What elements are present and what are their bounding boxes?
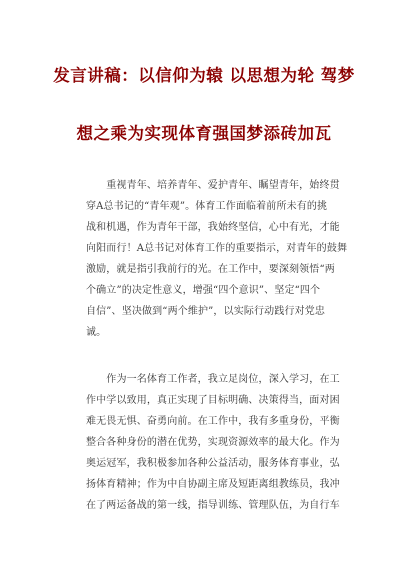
paragraph-line: 诚。 xyxy=(86,327,107,338)
paragraph-line: 激励，就是指引我前行的光。在工作中，要深刻领悟“两 xyxy=(86,264,335,275)
paragraph-line: 个确立”的决定性意义，增强“四个意识”、坚定“四个 xyxy=(86,285,321,296)
paragraph-2 xyxy=(86,369,348,516)
paragraph-line: 自信”、坚决做到“两个维护”，以实际行动践行对党忠 xyxy=(86,306,326,317)
document-title-line-2: 想之乘为实现体育强国梦添砖加瓦 xyxy=(76,124,332,143)
paragraph-1 xyxy=(86,175,348,343)
paragraph-line: 在了两运备战的第一线，指导训练、管理队伍，为自行车 xyxy=(86,500,340,511)
paragraph-line: 作为一名体育工作者，我立足岗位，深入学习，在工 xyxy=(86,374,340,385)
paragraph-line: 奥运冠军，我积极参加各种公益活动，服务体育事业，弘 xyxy=(86,458,340,469)
paragraph-line: 整合各种身份的潜在优势，实现资源效率的最大化。作为 xyxy=(86,437,340,448)
paragraph-line: 扬体育精神；作为中自协副主席及短距离组教练员，我冲 xyxy=(86,479,340,490)
paragraph-line: 穿A总书记的“青年观”。体育工作面临着前所未有的挑 xyxy=(86,201,328,212)
paragraph-line: 重视青年、培养青年、爱护青年、瞩望青年，始终贯 xyxy=(86,180,340,191)
paragraph-line: 难无畏无惧、奋勇向前。在工作中，我有多重身份，平衡 xyxy=(86,416,340,427)
document-title-line-1: 发言讲稿：以信仰为辕 以思想为轮 驾梦 xyxy=(53,66,355,85)
paragraph-line: 战和机遇，作为青年干部，我始终坚信，心中有光，才能 xyxy=(86,222,340,233)
paragraph-line: 作中学以致用，真正实现了目标明确、决策得当，面对困 xyxy=(86,395,340,406)
paragraph-line: 向阳而行！A总书记对体育工作的重要指示，对青年的鼓舞 xyxy=(86,243,348,254)
